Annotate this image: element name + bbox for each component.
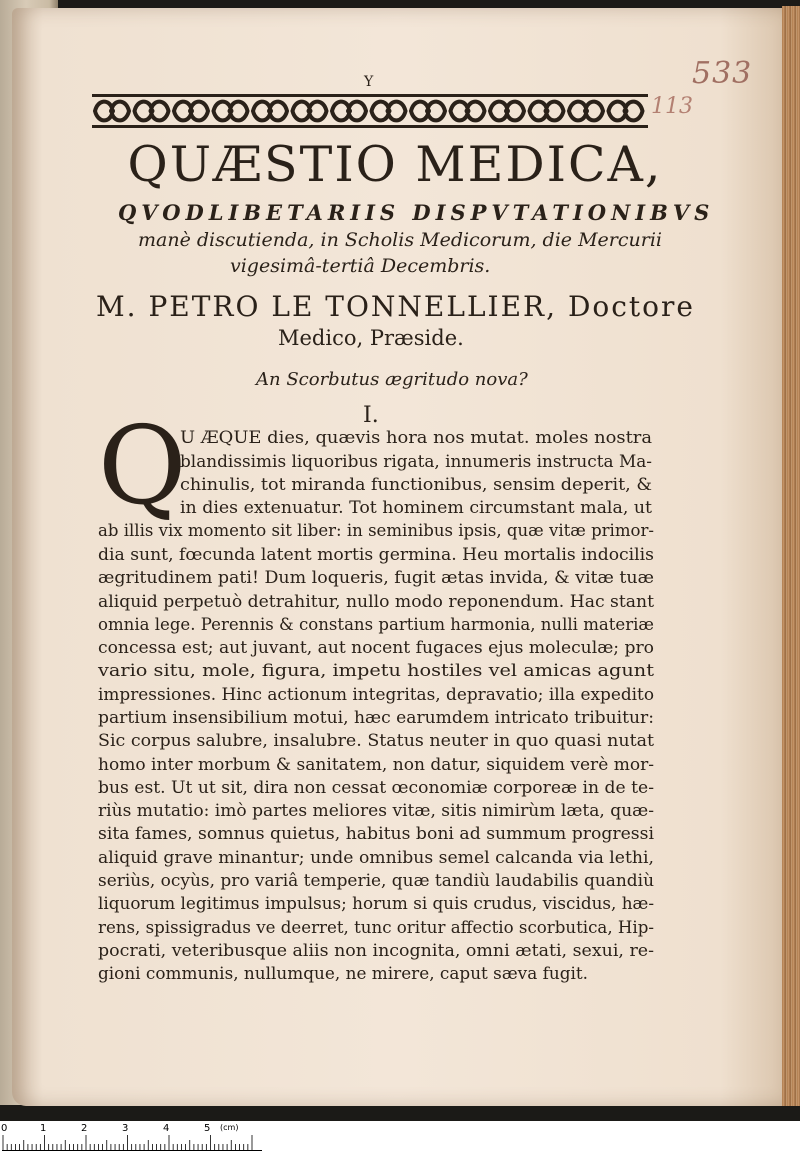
ornament-dot [386,108,392,114]
body-text-line: homo inter morbum & sanitatem, non datur, siquidem verè mor- [98,755,654,775]
body-text-line: bus est. Ut ut sit, dira non cessat œconomiæ corporeæ in de te- [98,778,654,798]
ornament-dot [465,108,471,114]
ruler-number: 5 [204,1123,211,1134]
body-text-line: dia sunt, fœcunda latent mortis germina. Heu mortalis indocilis [98,545,654,565]
body-text-line: vario situ, mole, figura, impetu hostiles vel amicas agunt [98,661,654,681]
body-text-line: ægritudinem pati! Dum loqueris, fugit ætas invida, & vitæ tuæ [98,568,654,588]
body-text-line: aliquid grave minantur; unde omnibus semel calcanda via lethi, [98,848,654,868]
ruler-ticks [2,1135,262,1151]
signature-mark: Y [364,74,374,90]
body-text-line: chinulis, tot miranda functionibus, sensim deperit, & [180,475,652,495]
ornament-dot [307,108,313,114]
ornamental-headpiece [92,94,648,128]
ornament-dot [267,108,273,114]
ornament-dot [425,108,431,114]
ornament-dot [188,108,194,114]
subtitle-line-3: vigesimâ-tertiâ Decembris. [230,255,491,277]
body-text-line: Sic corpus salubre, insalubre. Status neuter in quo quasi nutat [98,731,654,751]
body-text-line: liquorum legitimus impulsus; horum si quis crudus, viscidus, hæ- [98,894,654,914]
ruler-number: 2 [81,1123,88,1134]
ruler-number: 3 [122,1123,129,1134]
body-text-line: in dies extenuatur. Tot hominem circumstant mala, ut [180,498,652,518]
handwritten-folio-number: 533 [692,56,753,91]
body-text-line: gioni communis, nullumque, ne mirere, caput sæva fugit. [98,964,588,984]
page-fore-edge [782,6,800,1106]
body-text-line: U ÆQUE dies, quævis hora nos mutat. moles nostra [180,428,652,448]
ruler-number: 1 [40,1123,47,1134]
ornament-dot [544,108,550,114]
praeses-name: M. PETRO LE TONNELLIER, Doctore [96,290,695,323]
body-text-line: concessa est; aut juvant, aut nocent fugaces ejus moleculæ; pro [98,638,654,658]
body-text-line: riùs mutatio: imò partes meliores vitæ, sitis nimirùm læta, quæ- [98,801,654,821]
page-title: QUÆSTIO MEDICA, [127,136,663,193]
body-text-line: impressiones. Hinc actionum integritas, depravatio; illa expedito [98,685,654,705]
ornament-dot [346,108,352,114]
ornament-dot [504,108,510,114]
body-text-line: partium insensibilium motui, hæc earumdem intricato tribuitur: [98,708,654,728]
ornament-dot [623,108,629,114]
ornament-dot [109,108,115,114]
ruler-unit-label: (cm) [220,1123,239,1132]
body-text-line: sita fames, somnus quietus, habitus boni ad summum progressi [98,824,654,844]
question-heading: An Scorbutus ægritudo nova? [256,369,528,390]
ornament-dot [149,108,155,114]
drop-cap: Q [98,404,187,529]
section-number: I. [363,403,379,428]
body-text-line: rens, spissigradus ve deerret, tunc oritur affectio scorbutica, Hip- [98,918,654,938]
body-text-line: omnia lege. Perennis & constans partium harmonia, nulli materiæ [98,615,654,635]
body-text-line: pocrati, veteribusque aliis non incognita, omni ætati, sexui, re- [98,941,654,961]
ornament-dot [583,108,589,114]
subtitle-line-2: manè discutienda, in Scholis Medicorum, die Mercurii [138,229,662,251]
printed-folio-number: 113 [651,94,693,119]
body-text-line: blandissimis liquoribus rigata, innumeris instructa Ma- [180,452,652,472]
subtitle-line-1: QVODLIBETARIIS DISPVTATIONIBVS [118,200,715,225]
body-text-line: ab illis vix momento sit liber: in seminibus ipsis, quæ vitæ primor- [98,521,654,541]
praeses-title: Medico, Præside. [278,326,464,350]
ornament-dot [228,108,234,114]
ruler-number: 0 [1,1123,8,1134]
ruler-number: 4 [163,1123,170,1134]
body-text-line: seriùs, ocyùs, pro variâ temperie, quæ tandiù laudabilis quandiù [98,871,654,891]
body-text-line: aliquid perpetuò detrahitur, nullo modo reponendum. Hac stant [98,592,654,612]
